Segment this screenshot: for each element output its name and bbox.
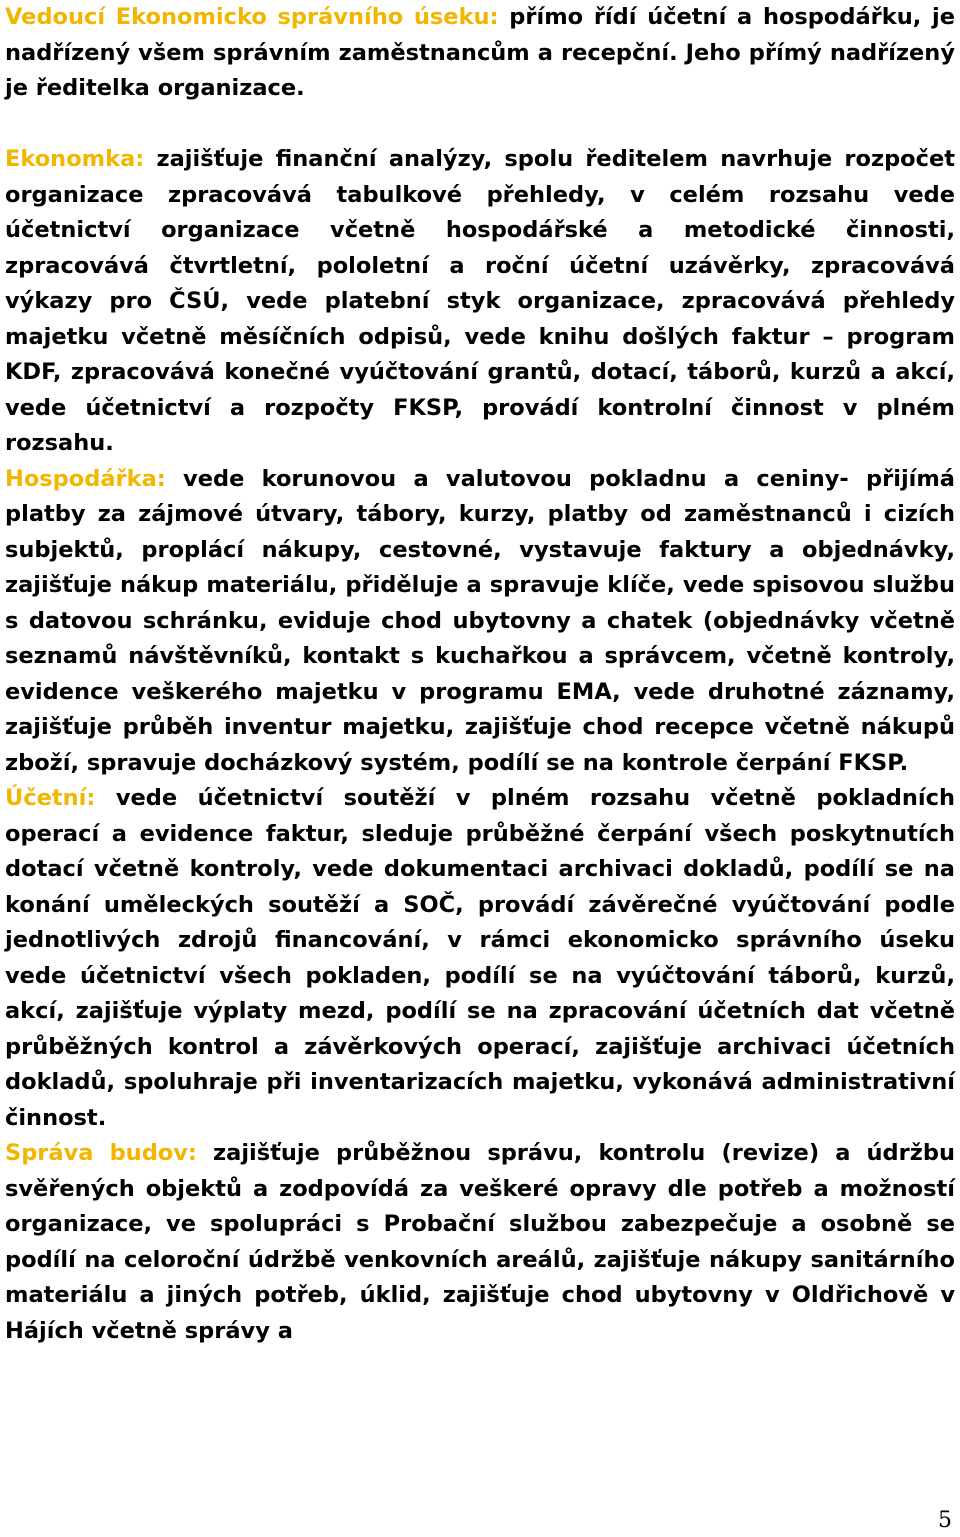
document-page xyxy=(5,0,955,1349)
term-ekonomka: Ekonomka: xyxy=(5,146,145,172)
paragraph-hospodarka xyxy=(5,462,955,782)
paragraph-ekonomka xyxy=(5,142,955,462)
term-sprava-budov: Správa budov: xyxy=(5,1140,197,1166)
text-sprava-budov: zajišťuje průběžnou správu, kontrolu (revize) a údržbu svěřených objektů a zodpovídá za veškeré opravy dle potřeb a možností organizace, ve spolupráci s Probační službou zabezpečuje a osobně se podílí na celoroční údržbě venkovních areálů, zajišťuje nákupy sanitárního materiálu a jiných potřeb, úklid, zajišťuje chod ubytovny v Oldřichově v Hájích včetně správy a xyxy=(5,1140,955,1344)
paragraph-ucetni xyxy=(5,781,955,1136)
term-ucetni: Účetní: xyxy=(5,785,96,811)
paragraph-sprava-budov xyxy=(5,1136,955,1349)
text-vedouci: přímo řídí účetní a hospodářku, je nadřízený všem správním zaměstnancům a recepční. Jeho přímý nadřízený je ředitelka organizace. xyxy=(5,4,955,101)
page-number: 5 xyxy=(938,1508,952,1533)
text-ucetni: vede účetnictví soutěží v plném rozsahu včetně pokladních operací a evidence faktur, sleduje průběžné čerpání všech poskytnutích dotací včetně kontroly, vede dokumentaci archivaci dokladů, podílí se na konání uměleckých soutěží a SOČ, provádí závěrečné vyúčtování podle jednotlivých zdrojů financování, v rámci ekonomicko správního úseku vede účetnictví všech pokladen, podílí se na vyúčtování táborů, kurzů, akcí, zajišťuje výplaty mezd, podílí se na zpracování účetních dat včetně průběžných kontrol a závěrkových operací, zajišťuje archivaci účetních dokladů, spoluhraje při inventarizacích majetku, vykonává administrativní činnost. xyxy=(5,785,955,1131)
term-hospodarka: Hospodářka: xyxy=(5,465,166,492)
text-ekonomka: zajišťuje finanční analýzy, spolu ředitelem navrhuje rozpočet organizace zpracovává tabulkové přehledy, v celém rozsahu vede účetnictví organizace včetně hospodářské a metodické činnosti, zpracovává čtvrtletní, pololetní a roční účetní uzávěrky, zpracovává výkazy pro ČSÚ, vede platební styk organizace, zpracovává přehledy majetku včetně měsíčních odpisů, vede knihu došlých faktur – program KDF, zpracovává konečné vyúčtování grantů, dotací, táborů, kurzů a akcí, vede účetnictví a rozpočty FKSP, provádí kontrolní činnost v plném rozsahu. xyxy=(5,146,955,456)
term-vedouci: Vedoucí Ekonomicko správního úseku: xyxy=(5,4,499,30)
paragraph-vedouci xyxy=(5,0,955,107)
text-hospodarka: vede korunovou a valutovou pokladnu a ceniny- přijímá platby za zájmové útvary, tábory, kurzy, platby od zaměstnanců i cizích subjektů, proplácí nákupy, cestovné, vystavuje faktury a objednávky, zajišťuje nákup materiálu, přiděluje a spravuje klíče, vede spisovou službu s datovou schránku, eviduje chod ubytovny a chatek (objednávky včetně seznamů návštěvníků, kontakt s kuchařkou a správcem, včetně kontroly, evidence veškerého majetku v programu EMA, vede druhotné záznamy, zajišťuje průběh inventur majetku, zajišťuje chod recepce včetně nákupů zboží, spravuje docházkový systém, podílí se na kontrole čerpání FKSP. xyxy=(5,465,955,776)
